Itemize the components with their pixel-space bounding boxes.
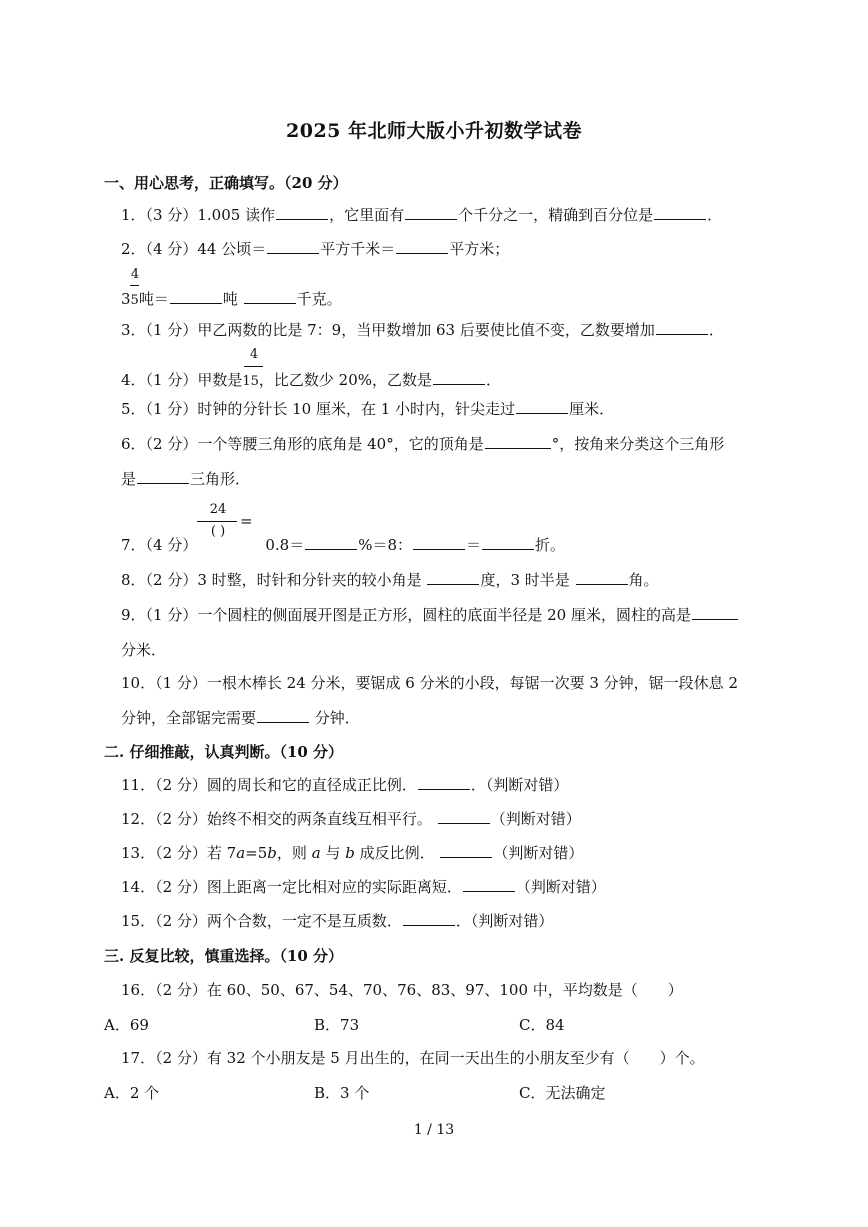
answer-blank[interactable] — [656, 320, 708, 335]
fraction-numerator: 4 — [249, 347, 259, 362]
question-17: 17．（2 分）有 32 个小朋友是 5 月出生的，在同一天出生的小朋友至少有（ ）个。 — [121, 1049, 705, 1067]
question-6-line-2: 是 三角形． — [121, 470, 251, 488]
question-9: 9．（1 分）一个圆柱的侧面展开图是正方形，圆柱的底面半径是 20 厘米，圆柱的高是 — [121, 605, 739, 625]
question-14: 14．（2 分）图上距离一定比相对应的实际距离短． （判断对错） — [121, 878, 606, 896]
question-11: 11．（2 分）圆的周长和它的直径成正比例． ．（判断对错） — [121, 776, 569, 794]
answer-blank[interactable] — [405, 205, 457, 220]
question-3: 3．（1 分）甲乙两数的比是 7：9，当甲数增加 63 后要使比值不变，乙数要增加 ． — [121, 321, 724, 339]
fraction-numerator: 24 — [209, 502, 227, 517]
answer-blank[interactable] — [413, 535, 465, 550]
question-8: 8．（2 分）3 时整，时针和分针夹的较小角是 度，3 时半是 角。 — [121, 571, 659, 589]
question-12: 12．（2 分）始终不相交的两条直线互相平行。 （判断对错） — [121, 810, 581, 828]
answer-blank[interactable] — [463, 877, 515, 892]
question-2-line-2: 35吨＝ 吨 千克。 — [121, 290, 342, 308]
answer-blank[interactable] — [654, 205, 706, 220]
question-9-line-2: 分米． — [121, 641, 167, 659]
question-5: 5．（1 分）时钟的分针长 10 厘米，在 1 小时内，针尖走过 厘米． — [121, 400, 615, 418]
question-1: 1．（3 分）1.005 读作 ，它里面有 个千分之一，精确到百分位是 ． — [121, 206, 723, 224]
answer-blank[interactable] — [137, 469, 189, 484]
answer-blank[interactable] — [403, 911, 455, 926]
answer-blank[interactable] — [482, 535, 534, 550]
answer-blank[interactable] — [418, 775, 470, 790]
answer-blank[interactable] — [276, 205, 328, 220]
mixed-whole: 3 — [121, 290, 131, 308]
answer-blank[interactable] — [396, 239, 448, 254]
answer-blank[interactable] — [170, 289, 222, 304]
question-7: 7．（4 分） 0.8＝ %＝8： ＝ 折。 — [121, 536, 566, 554]
option-a[interactable]: A．69 — [104, 1016, 149, 1034]
fraction-bar — [244, 366, 263, 367]
section-3-heading: 三. 反复比较，慎重选择。（10 分） — [104, 947, 344, 965]
section-2-heading: 二. 仔细推敲，认真判断。（10 分） — [104, 743, 344, 761]
answer-blank[interactable] — [267, 239, 319, 254]
question-10: 10．（1 分）一根木棒长 24 分米，要锯成 6 分米的小段，每锯一次要 3 分钟，锯一段休息 2 — [121, 674, 738, 692]
question-10-line-2: 分钟，全部锯完需要 分钟． — [121, 709, 360, 727]
answer-blank[interactable] — [692, 605, 738, 620]
answer-blank[interactable] — [576, 570, 628, 585]
question-6: 6．（2 分）一个等腰三角形的底角是 40°，它的顶角是 °，按角来分类这个三角形 — [121, 435, 725, 453]
question-15: 15．（2 分）两个合数，一定不是互质数． ．（判断对错） — [121, 912, 554, 930]
question-4: 4．（1 分）甲数是15，比乙数少 20%，乙数是 ． — [121, 371, 502, 389]
question-13: 13．（2 分）若 7a=5b，则 a 与 b 成反比例． （判断对错） — [121, 844, 584, 862]
answer-blank[interactable] — [433, 370, 485, 385]
option-b[interactable]: B．73 — [314, 1016, 360, 1034]
equals-sign: = — [240, 512, 253, 530]
option-c[interactable]: C．无法确定 — [519, 1084, 606, 1102]
section-1-heading: 一、用心思考，正确填写。（20 分） — [104, 174, 348, 192]
fraction-denominator: 15 — [242, 374, 259, 389]
fraction-numerator: 4 — [130, 267, 140, 282]
answer-blank[interactable] — [305, 535, 357, 550]
option-a[interactable]: A．2 个 — [104, 1084, 160, 1102]
option-b[interactable]: B．3 个 — [314, 1084, 370, 1102]
fraction-bar — [197, 521, 237, 522]
answer-blank[interactable] — [427, 570, 479, 585]
fraction-denominator: 5 — [130, 293, 139, 308]
question-16: 16．（2 分）在 60、50、67、54、70、76、83、97、100 中，平均数是（ ） — [121, 981, 683, 999]
answer-blank[interactable] — [516, 399, 568, 414]
fraction-denominator: ( ) — [210, 524, 226, 539]
answer-blank[interactable] — [485, 434, 551, 449]
answer-blank[interactable] — [244, 289, 296, 304]
fraction-bar — [130, 285, 139, 286]
answer-blank[interactable] — [440, 843, 492, 858]
answer-blank[interactable] — [257, 708, 309, 723]
page-title: 2025 年北师大版小升初数学试卷 — [286, 120, 582, 142]
question-2: 2．（4 分）44 公顷＝ 平方千米＝ 平方米； — [121, 240, 510, 258]
answer-blank[interactable] — [438, 809, 490, 824]
option-c[interactable]: C．84 — [519, 1016, 565, 1034]
page-number: 1 / 13 — [413, 1122, 455, 1138]
